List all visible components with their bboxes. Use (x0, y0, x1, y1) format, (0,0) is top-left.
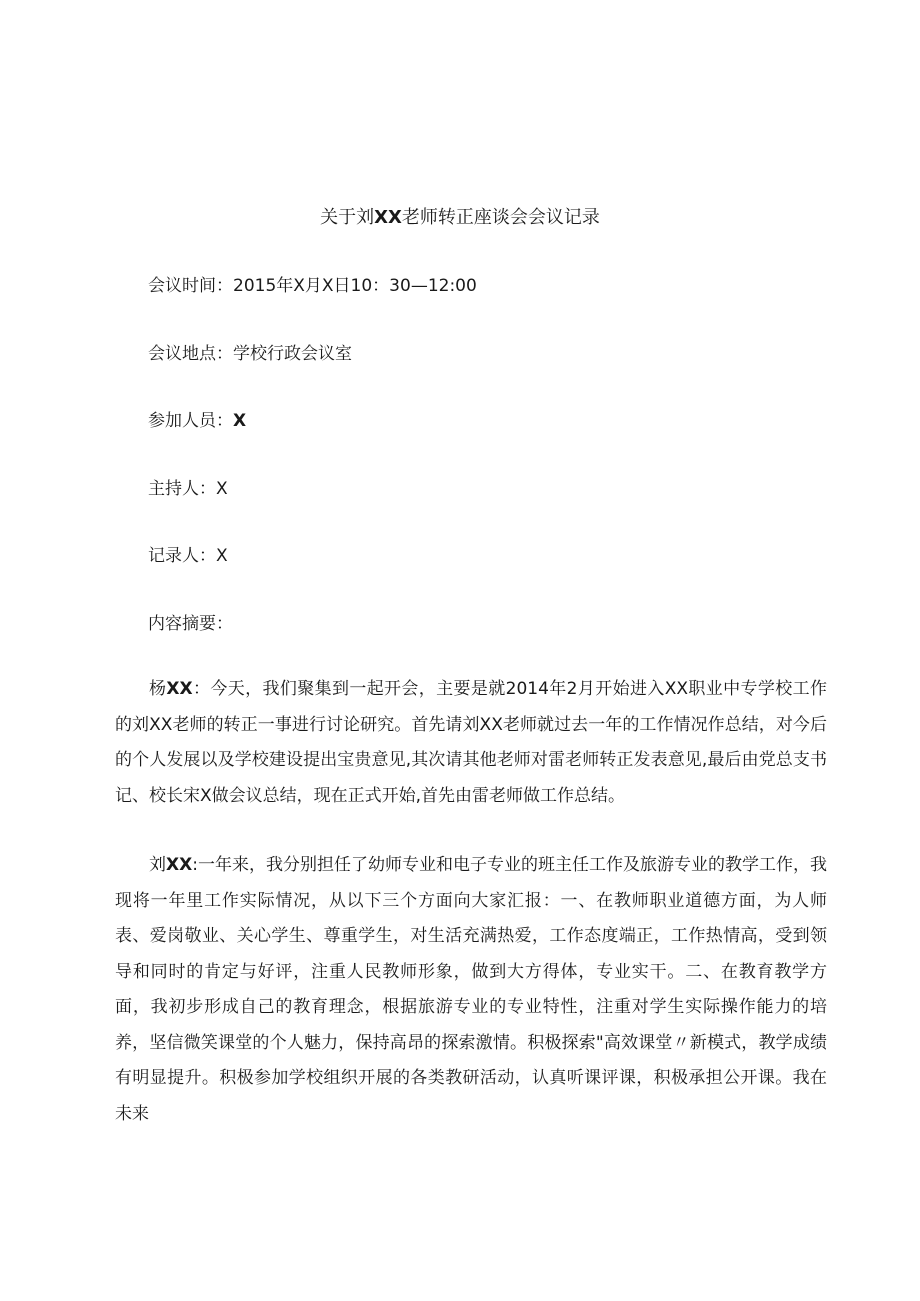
recorder: 记录人：X (148, 546, 228, 566)
meeting-place: 会议地点：学校行政会议室 (148, 344, 352, 364)
speaker-liu: 刘XX (149, 855, 193, 875)
speaker-yang: 杨XX (149, 679, 193, 699)
paragraph-yang: 杨XX：今天，我们聚集到一起开会，主要是就2014年2月开始进入XX职业中专学校工作的刘XX老师的转正一事进行讨论研究。首先请刘XX老师就过去一年的工作情况作总结，对今后的个人发展以及学校建设提出宝贵意见,其次请其他老师对雷老师转正发表意见,最后由党总支书记、校长宋X做会议总结，现在正式开始,首先由雷老师做工作总结。 (115, 679, 827, 806)
document-title: 关于刘XX老师转正座谈会会议记录 (320, 207, 600, 228)
meeting-time: 会议时间：2015年X月X日10：30—12:00 (148, 276, 477, 296)
paragraph-liu: 刘XX:一年来，我分别担任了幼师专业和电子专业的班主任工作及旅游专业的教学工作，我现将一年里工作实际情况，从以下三个方面向大家汇报：一、在教师职业道德方面，为人师表、爱岗敬业、关心学生、尊重学生，对生活充满热爱，工作态度端正，工作热情高，受到领导和同时的肯定与好评，注重人民教师形象，做到大方得体，专业实干。二、在教育教学方面，我初步形成自己的教育理念，根据旅游专业的专业特性，注重对学生实际操作能力的培养，坚信微笑课堂的个人魅力，保持高昂的探索激情。积极探索"高效课堂〃新模式，教学成绩有明显提升。积极参加学校组织开展的各类教研活动，认真听课评课，积极承担公开课。我在未来 (115, 855, 828, 1124)
host: 主持人：X (148, 479, 228, 499)
attendees: 参加人员：X (148, 411, 247, 431)
summary-label: 内容摘要： (148, 614, 233, 634)
